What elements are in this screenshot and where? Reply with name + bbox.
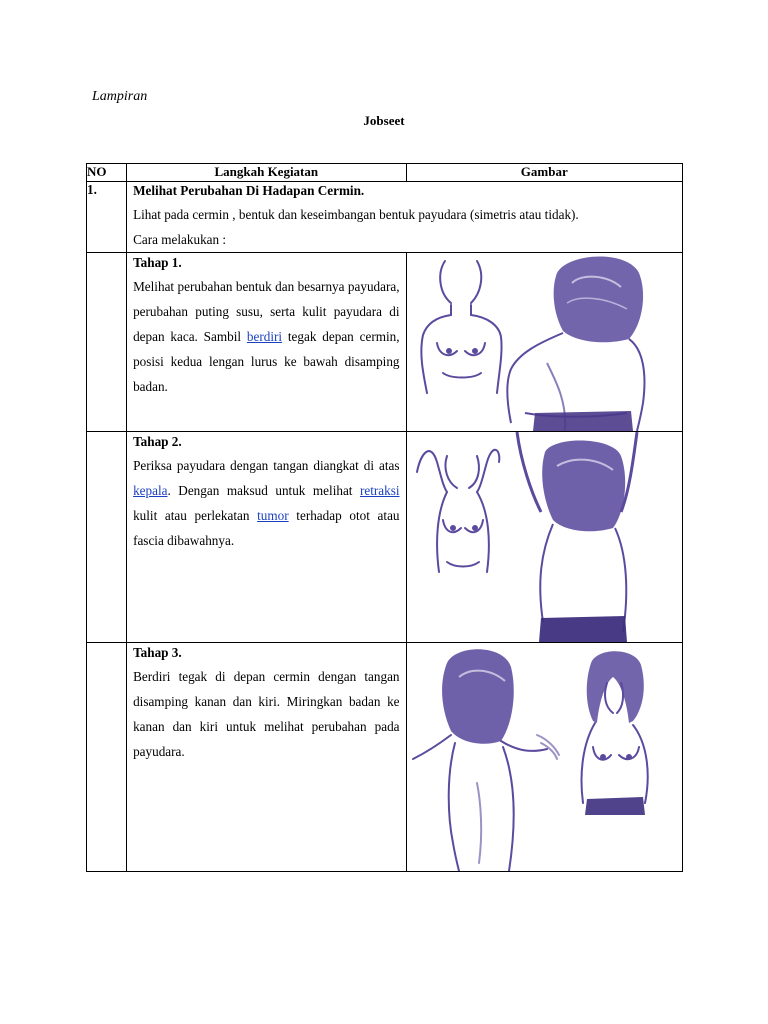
link-tumor[interactable]: tumor <box>257 508 289 523</box>
intro-line-1: Lihat pada cermin , bentuk dan keseimbangan bentuk payudara (simetris atau tidak). <box>133 207 579 222</box>
step3-cell <box>127 643 406 872</box>
table-row <box>87 253 683 432</box>
step3-text: Berdiri tegak di depan cermin dengan tangan disamping kanan dan kiri. Miringkan badan ke kanan dan kiri untuk melihat perubahan pada payudara. <box>133 669 400 759</box>
link-retraksi[interactable]: retraksi <box>359 483 400 498</box>
step1-text: Melihat perubahan bentuk dan besarnya payudara, perubahan puting susu, serta kulit payudara di depan kaca. Sambil berdiri tegak depan cermin, posisi kedua lengan lurus ke bawah disamping badan. <box>133 279 400 394</box>
empty-no-cell <box>87 643 127 872</box>
step1-title: Tahap 1. <box>133 255 182 270</box>
step3-title: Tahap 3. <box>133 645 182 660</box>
header-langkah: Langkah Kegiatan <box>127 164 406 182</box>
intro-line-2: Cara melakukan : <box>133 232 227 247</box>
step3-image-cell <box>406 643 682 872</box>
table-row <box>87 643 683 872</box>
step2-title: Tahap 2. <box>133 434 182 449</box>
step2-image-cell <box>406 432 682 643</box>
intro-cell <box>127 182 683 253</box>
link-kepala[interactable]: kepala <box>133 483 168 498</box>
hair-shape <box>442 649 514 744</box>
step2-cell <box>127 432 406 643</box>
empty-no-cell <box>87 253 127 432</box>
lampiran-label: Lampiran <box>92 89 148 104</box>
intro-title: Melihat Perubahan Di Hadapan Cermin. <box>133 183 365 198</box>
step1-image-cell <box>406 253 682 432</box>
table-row <box>87 182 683 253</box>
intro-text <box>127 202 682 252</box>
empty-no-cell <box>87 432 127 643</box>
header-no: NO <box>87 164 127 182</box>
step1-illustration <box>407 253 683 431</box>
step2-illustration <box>407 432 683 642</box>
table-row <box>87 432 683 643</box>
step2-text: Periksa payudara dengan tangan diangkat di atas kepala. Dengan maksud untuk melihat retraksi kulit atau perlekatan tumor terhadap otot atau fascia dibawahnya. <box>133 458 400 548</box>
jobseet-table <box>86 163 683 872</box>
header-gambar: Gambar <box>406 164 682 182</box>
step1-cell <box>127 253 406 432</box>
table-header-row <box>87 164 683 182</box>
link-berdiri[interactable]: berdiri <box>246 329 283 344</box>
document-title: Jobseet <box>363 113 405 128</box>
hair-shape <box>542 440 625 531</box>
hair-stroke <box>440 261 451 303</box>
row-number: 1. <box>87 182 127 253</box>
step3-illustration <box>407 643 683 871</box>
